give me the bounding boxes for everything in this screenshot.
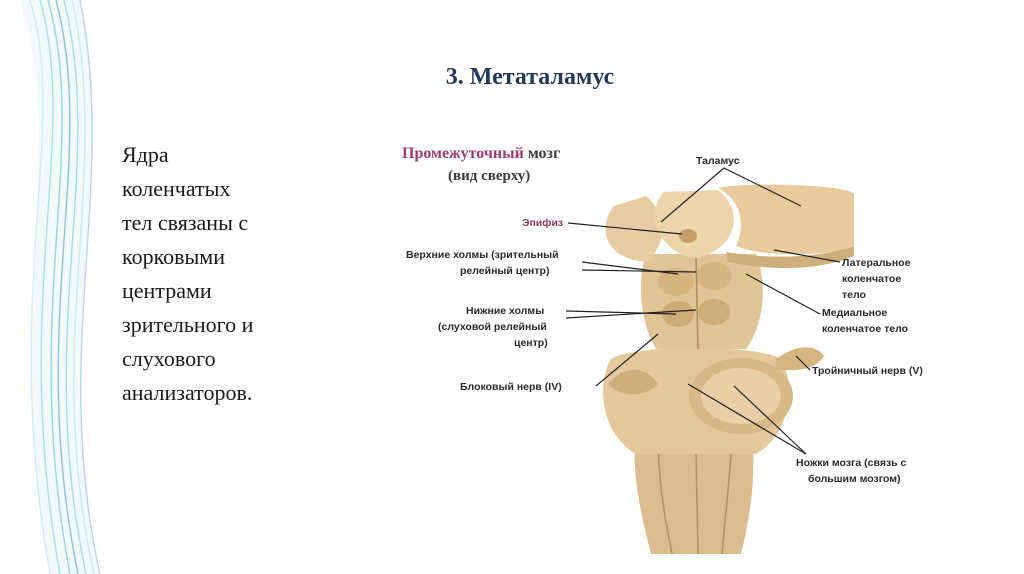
label-lateral-geniculate: Латеральное xyxy=(842,257,911,269)
body-line: Ядра xyxy=(122,142,169,167)
label-inferior-colliculi: (слуховой релейный xyxy=(438,321,547,333)
figure-heading-accent: Промежуточный xyxy=(402,145,524,162)
label-superior-colliculi: релейный центр) xyxy=(460,265,550,277)
body-line: центрами xyxy=(122,278,212,303)
body-line: корковыми xyxy=(122,244,226,269)
figure-heading-rest: мозг xyxy=(523,145,561,162)
label-medial-geniculate: коленчатое тело xyxy=(822,323,909,335)
svg-text:Промежуточный мозг xyxy=(402,145,560,162)
decorative-ribbons xyxy=(0,0,130,574)
body-line: коленчатых xyxy=(122,176,231,201)
body-line: тел связаны с xyxy=(122,210,249,235)
label-trigeminal-nerve: Тройничный нерв (V) xyxy=(812,365,923,377)
slide-body-text xyxy=(122,138,308,410)
label-superior-colliculi: Верхние холмы (зрительный xyxy=(406,249,559,261)
slide-title: 3. Метаталамус xyxy=(445,64,615,90)
figure-subheading: (вид сверху) xyxy=(448,168,531,184)
label-medial-geniculate: Медиальное xyxy=(822,307,888,319)
label-cerebral-peduncles: Ножки мозга (связь с xyxy=(796,457,907,469)
label-lateral-geniculate: коленчатое xyxy=(842,273,902,285)
label-thalamus: Таламус xyxy=(696,155,740,167)
body-line: зрительного и xyxy=(122,312,254,337)
label-epiphysis: Эпифиз xyxy=(522,217,564,229)
label-inferior-colliculi: Нижние холмы xyxy=(466,305,545,317)
label-inferior-colliculi: центр) xyxy=(514,337,548,349)
label-lateral-geniculate: тело xyxy=(842,289,866,301)
body-line: слухового xyxy=(122,346,216,371)
body-line: анализаторов. xyxy=(122,380,253,405)
label-cerebral-peduncles: большим мозгом) xyxy=(808,473,901,485)
diencephalon-illustration xyxy=(396,134,976,554)
label-trochlear-nerve: Блоковый нерв (IV) xyxy=(460,381,562,393)
